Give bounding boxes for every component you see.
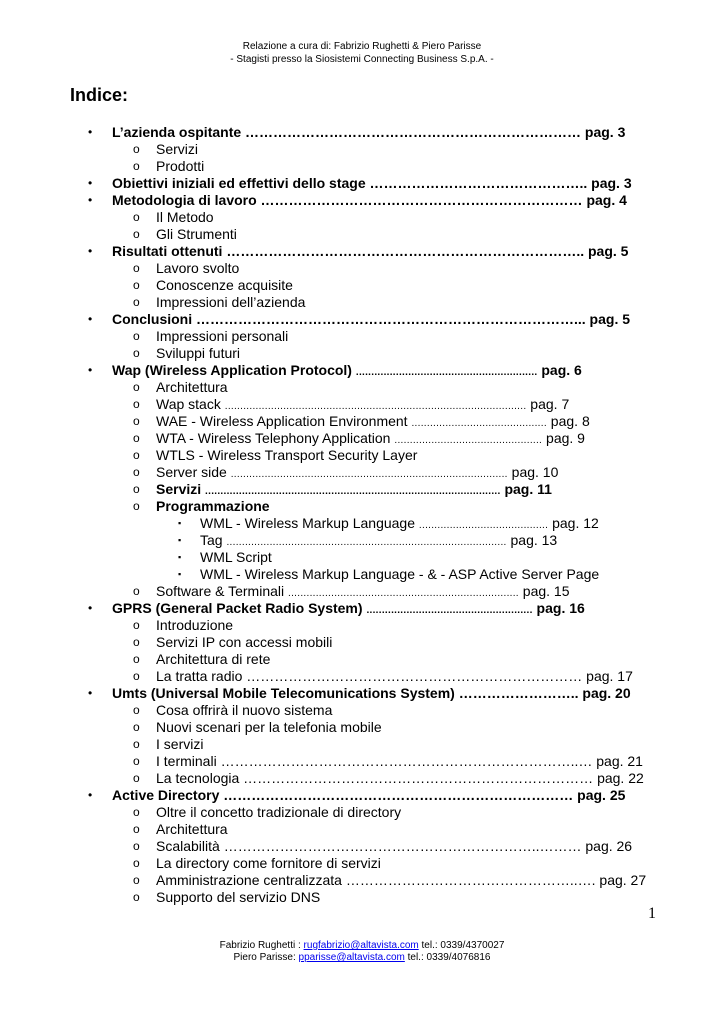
toc-entry <box>0 362 724 379</box>
toc-leader-dots: ........................................................................... <box>288 588 519 599</box>
toc-entry <box>0 243 724 260</box>
footer-contact-1 <box>0 940 724 952</box>
toc-entry <box>0 396 724 413</box>
toc-entry-text: Risultati ottenuti ………………………………………………………………….. pag. 5 <box>112 243 629 259</box>
toc-entry <box>0 821 724 838</box>
bullet-icon: • <box>88 601 93 615</box>
footer-name-1: Fabrizio Rughetti : <box>219 940 304 951</box>
toc-leader-dots: .......................................................................................... <box>230 469 508 480</box>
toc-entry <box>0 515 724 532</box>
toc-entry-label: WML - Wireless Markup Language <box>200 515 419 531</box>
toc-entry <box>0 855 724 872</box>
toc-entry-label: Server side <box>156 464 231 480</box>
toc-entry-text: Supporto del servizio DNS <box>156 889 321 905</box>
toc-leader-dots: ........................................................................................... <box>226 537 507 548</box>
circle-bullet-icon: o <box>133 414 140 428</box>
toc-entry-text: Servizi <box>156 141 199 157</box>
circle-bullet-icon: o <box>133 159 140 173</box>
toc-entry <box>0 260 724 277</box>
toc-page-ref: pag. 11 <box>500 481 552 497</box>
toc-entry-text: Programmazione <box>156 498 270 514</box>
toc-entry-text: I servizi <box>156 736 204 752</box>
toc-entry-label: Servizi <box>156 481 206 497</box>
toc-entry <box>0 192 724 209</box>
toc-entry-text: Impressioni dell’azienda <box>156 294 306 310</box>
toc-entry-text: Lavoro svolto <box>156 260 240 276</box>
toc-entry <box>0 294 724 311</box>
circle-bullet-icon: o <box>133 805 140 819</box>
email-link-2[interactable]: pparisse@altavista.com <box>298 952 405 963</box>
toc-leader-dots: ................................................ <box>394 435 543 446</box>
toc-entry <box>0 141 724 158</box>
toc-entry-text: Conoscenze acquisite <box>156 277 293 293</box>
circle-bullet-icon: o <box>133 210 140 224</box>
toc-entry-text: Prodotti <box>156 158 205 174</box>
toc-entry <box>0 600 724 617</box>
toc-entry-text: Introduzione <box>156 617 234 633</box>
toc-entry <box>0 719 724 736</box>
square-bullet-icon: ▪ <box>178 552 182 562</box>
header-affiliation: - Stagisti presso la Siosistemi Connecting Business S.p.A. - <box>230 54 494 65</box>
footer-name-2: Piero Parisse: <box>233 952 299 963</box>
toc-entry-text: La tratta radio ……………………………………………………………… pag. 17 <box>156 668 633 684</box>
toc-entry-text: Nuovi scenari per la telefonia mobile <box>156 719 382 735</box>
toc-page-ref: pag. 10 <box>507 464 559 480</box>
circle-bullet-icon: o <box>133 720 140 734</box>
toc-page-ref: pag. 16 <box>532 600 585 616</box>
toc-leader-dots: ........................................................... <box>355 367 538 378</box>
toc-entry-text: Cosa offrirà il nuovo sistema <box>156 702 333 718</box>
toc-entry-text: Obiettivi iniziali ed effettivi dello stage ……………………………………….. pag. 3 <box>112 175 632 191</box>
circle-bullet-icon: o <box>133 448 140 462</box>
toc-entry-label: Wap stack <box>156 396 225 412</box>
circle-bullet-icon: o <box>133 771 140 785</box>
circle-bullet-icon: o <box>133 856 140 870</box>
toc-entry <box>0 481 724 498</box>
circle-bullet-icon: o <box>133 890 140 904</box>
toc-entry <box>0 498 724 515</box>
toc-entry <box>0 634 724 651</box>
circle-bullet-icon: o <box>133 431 140 445</box>
toc-entry <box>0 838 724 855</box>
toc-entry <box>0 736 724 753</box>
circle-bullet-icon: o <box>133 346 140 360</box>
table-of-contents <box>0 124 724 906</box>
bullet-icon: • <box>88 125 93 139</box>
toc-entry <box>0 209 724 226</box>
toc-entry-text: Impressioni personali <box>156 328 289 344</box>
toc-entry-text: Il Metodo <box>156 209 214 225</box>
toc-entry <box>0 566 724 583</box>
circle-bullet-icon: o <box>133 652 140 666</box>
page-footer <box>0 940 724 964</box>
toc-leader-dots: .......................................... <box>418 520 549 531</box>
toc-entry-text: La directory come fornitore di servizi <box>156 855 381 871</box>
toc-entry-text: Umts (Universal Mobile Telecomunications System) …………………….. pag. 20 <box>112 685 631 701</box>
toc-entry-label: Wap (Wireless Application Protocol) <box>112 362 356 378</box>
toc-entry <box>0 668 724 685</box>
toc-page-ref: pag. 8 <box>546 413 590 429</box>
toc-leader-dots: ...................................................... <box>366 605 533 616</box>
footer-contact-2 <box>0 952 724 964</box>
bullet-icon: • <box>88 363 93 377</box>
toc-entry <box>0 685 724 702</box>
toc-entry-text: Metodologia di lavoro …………………………………………………………… pag. 4 <box>112 192 627 208</box>
toc-entry <box>0 175 724 192</box>
toc-entry <box>0 464 724 481</box>
circle-bullet-icon: o <box>133 329 140 343</box>
circle-bullet-icon: o <box>133 465 140 479</box>
toc-entry-text: Active Directory ………………………………………………………………… pag. 25 <box>112 787 626 803</box>
toc-entry <box>0 889 724 906</box>
toc-entry <box>0 583 724 600</box>
toc-entry-label: Tag <box>200 532 227 548</box>
toc-leader-dots: ............................................ <box>411 418 547 429</box>
toc-entry <box>0 447 724 464</box>
toc-entry-label: GPRS (General Packet Radio System) <box>112 600 367 616</box>
page-header <box>0 40 724 66</box>
circle-bullet-icon: o <box>133 839 140 853</box>
square-bullet-icon: ▪ <box>178 569 182 579</box>
toc-entry <box>0 430 724 447</box>
circle-bullet-icon: o <box>133 873 140 887</box>
circle-bullet-icon: o <box>133 635 140 649</box>
toc-entry-text: Sviluppi futuri <box>156 345 241 361</box>
toc-entry <box>0 872 724 889</box>
toc-entry <box>0 532 724 549</box>
header-authors: Relazione a cura di: Fabrizio Rughetti & Piero Parisse <box>242 41 482 52</box>
circle-bullet-icon: o <box>133 584 140 598</box>
bullet-icon: • <box>88 788 93 802</box>
bullet-icon: • <box>88 176 93 190</box>
bullet-icon: • <box>88 312 93 326</box>
toc-entry-label: WTA - Wireless Telephony Application <box>156 430 395 446</box>
toc-entry-text: La tecnologia ………………………………………………………………… pag. 22 <box>156 770 644 786</box>
toc-entry-text: I terminali …………………………………………………………………..… pag. 21 <box>156 753 643 769</box>
toc-entry-text: Scalabilità …………………………………………………………..……… pag. 26 <box>156 838 633 854</box>
toc-entry <box>0 379 724 396</box>
toc-entry-text: Servizi IP con accessi mobili <box>156 634 333 650</box>
toc-entry <box>0 549 724 566</box>
toc-entry-text: WML Script <box>200 549 272 565</box>
toc-entry-label: WAE - Wireless Application Environment <box>156 413 412 429</box>
circle-bullet-icon: o <box>133 397 140 411</box>
toc-entry-text: WTLS - Wireless Transport Security Layer <box>156 447 418 463</box>
circle-bullet-icon: o <box>133 737 140 751</box>
bullet-icon: • <box>88 193 93 207</box>
toc-leader-dots: ................................................................................................ <box>205 486 501 497</box>
square-bullet-icon: ▪ <box>178 518 182 528</box>
toc-entry-text: L’azienda ospitante ……………………………………………………………… pag. 3 <box>112 124 626 140</box>
circle-bullet-icon: o <box>133 618 140 632</box>
toc-page-ref: pag. 13 <box>506 532 558 548</box>
circle-bullet-icon: o <box>133 482 140 496</box>
toc-entry <box>0 651 724 668</box>
toc-entry <box>0 770 724 787</box>
toc-entry-text: Architettura di rete <box>156 651 271 667</box>
footer-phone-1: tel.: 0339/4370027 <box>418 940 505 951</box>
toc-entry-text: WML - Wireless Markup Language - & - ASP Active Server Page <box>200 566 600 582</box>
email-link-1[interactable]: rugfabrizio@altavista.com <box>303 940 419 951</box>
circle-bullet-icon: o <box>133 669 140 683</box>
page-number: 1 <box>648 905 656 922</box>
toc-entry <box>0 328 724 345</box>
toc-entry <box>0 345 724 362</box>
bullet-icon: • <box>88 244 93 258</box>
toc-entry <box>0 124 724 141</box>
circle-bullet-icon: o <box>133 754 140 768</box>
toc-entry <box>0 787 724 804</box>
circle-bullet-icon: o <box>133 380 140 394</box>
circle-bullet-icon: o <box>133 295 140 309</box>
toc-entry <box>0 617 724 634</box>
toc-entry-text: Gli Strumenti <box>156 226 237 242</box>
toc-entry-text: Conclusioni ………………………………………………………………………... pag. 5 <box>112 311 631 327</box>
toc-leader-dots: .................................................................................................. <box>224 401 527 412</box>
circle-bullet-icon: o <box>133 703 140 717</box>
bullet-icon: • <box>88 686 93 700</box>
toc-entry-text: Architettura <box>156 379 228 395</box>
square-bullet-icon: ▪ <box>178 535 182 545</box>
toc-entry-text: Amministrazione centralizzata …………………………………………..…. pag. 27 <box>156 872 647 888</box>
toc-page-ref: pag. 7 <box>526 396 570 412</box>
footer-phone-2: tel.: 0339/4076816 <box>404 952 491 963</box>
toc-entry <box>0 804 724 821</box>
toc-entry <box>0 226 724 243</box>
circle-bullet-icon: o <box>133 142 140 156</box>
toc-page-ref: pag. 12 <box>548 515 599 531</box>
circle-bullet-icon: o <box>133 261 140 275</box>
toc-entry <box>0 311 724 328</box>
toc-entry <box>0 753 724 770</box>
toc-entry <box>0 158 724 175</box>
toc-entry-text: Oltre il concetto tradizionale di directory <box>156 804 402 820</box>
index-title: Indice: <box>70 85 129 105</box>
toc-entry <box>0 413 724 430</box>
toc-entry-text: Architettura <box>156 821 228 837</box>
toc-entry <box>0 702 724 719</box>
toc-page-ref: pag. 9 <box>542 430 585 446</box>
toc-entry-label: Software & Terminali <box>156 583 289 599</box>
toc-entry <box>0 277 724 294</box>
circle-bullet-icon: o <box>133 822 140 836</box>
circle-bullet-icon: o <box>133 227 140 241</box>
toc-page-ref: pag. 15 <box>518 583 570 599</box>
circle-bullet-icon: o <box>133 278 140 292</box>
toc-page-ref: pag. 6 <box>537 362 582 378</box>
circle-bullet-icon: o <box>133 499 140 513</box>
